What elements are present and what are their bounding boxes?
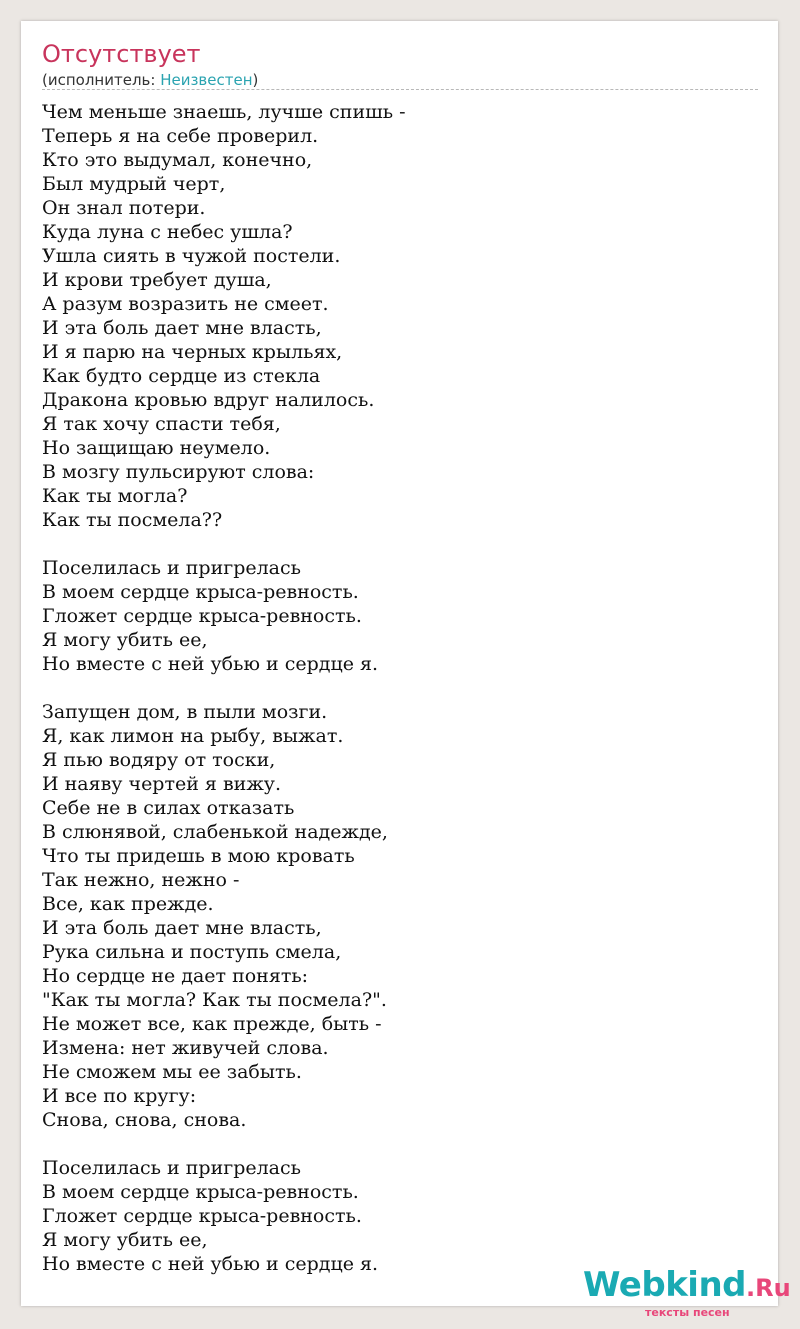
lyrics-line	[42, 532, 406, 556]
logo-domain-suffix: .Ru	[746, 1274, 791, 1302]
webkind-logo[interactable]	[583, 1265, 791, 1319]
lyrics-line: И я парю на черных крыльях,	[42, 341, 343, 363]
lyrics-line: Я, как лимон на рыбу, выжат.	[42, 725, 344, 747]
lyrics-line: Как ты могла?	[42, 485, 188, 507]
lyrics-line: Поселилась и пригрелась	[42, 1157, 301, 1179]
lyrics-line: Себе не в силах отказать	[42, 797, 295, 819]
artist-suffix: )	[252, 71, 259, 89]
lyrics-line: А разум возразить не смеет.	[42, 293, 329, 315]
song-title: Отсутствует	[42, 40, 201, 68]
lyrics-line: Но вместе с ней убью и сердце я.	[42, 1253, 379, 1275]
lyrics-line: Был мудрый черт,	[42, 173, 226, 195]
lyrics-line: Куда луна с небес ушла?	[42, 221, 293, 243]
lyrics-line: И наяву чертей я вижу.	[42, 773, 282, 795]
lyrics-line: Кто это выдумал, конечно,	[42, 149, 313, 171]
title-divider	[42, 89, 758, 90]
lyrics-line: В мозгу пульсируют слова:	[42, 461, 315, 483]
lyrics-line	[42, 676, 406, 700]
lyrics-text	[42, 100, 406, 1276]
lyrics-line: Что ты придешь в мою кровать	[42, 845, 355, 867]
lyrics-line: Он знал потери.	[42, 197, 206, 219]
lyrics-line: Запущен дом, в пыли мозги.	[42, 701, 328, 723]
lyrics-line: Как будто сердце из стекла	[42, 365, 321, 387]
lyrics-line: Измена: нет живучей слова.	[42, 1037, 329, 1059]
lyrics-line	[42, 1132, 406, 1156]
lyrics-line: Я могу убить ее,	[42, 629, 208, 651]
lyrics-line: И эта боль дает мне власть,	[42, 917, 322, 939]
lyrics-card	[21, 21, 791, 1319]
lyrics-line: Я так хочу спасти тебя,	[42, 413, 281, 435]
lyrics-line: Так нежно, нежно -	[42, 869, 240, 891]
lyrics-line: В слюнявой, слабенькой надежде,	[42, 821, 388, 843]
lyrics-line: Но защищаю неумело.	[42, 437, 271, 459]
logo-main-text: Webkind	[583, 1265, 746, 1305]
artist-link[interactable]: Неизвестен	[160, 71, 253, 89]
lyrics-line: Чем меньше знаешь, лучше спишь -	[42, 101, 406, 123]
lyrics-line: Гложет сердце крыса-ревность.	[42, 1205, 362, 1227]
lyrics-line: Рука сильна и поступь смела,	[42, 941, 342, 963]
lyrics-line: Не сможем мы ее забыть.	[42, 1061, 302, 1083]
lyrics-line: Не может все, как прежде, быть -	[42, 1013, 382, 1035]
lyrics-line: Все, как прежде.	[42, 893, 214, 915]
lyrics-line: И эта боль дает мне власть,	[42, 317, 322, 339]
lyrics-line: Я могу убить ее,	[42, 1229, 208, 1251]
lyrics-line: Гложет сердце крыса-ревность.	[42, 605, 362, 627]
lyrics-line: Поселилась и пригрелась	[42, 557, 301, 579]
lyrics-line: И крови требует душа,	[42, 269, 272, 291]
artist-prefix: (исполнитель:	[42, 71, 161, 89]
lyrics-line: Но сердце не дает понять:	[42, 965, 309, 987]
lyrics-line: Как ты посмела??	[42, 509, 223, 531]
lyrics-line: В моем сердце крыса-ревность.	[42, 1181, 359, 1203]
lyrics-line: Ушла сиять в чужой постели.	[42, 245, 341, 267]
lyrics-line: Дракона кровью вдруг налилось.	[42, 389, 375, 411]
lyrics-line: В моем сердце крыса-ревность.	[42, 581, 359, 603]
logo-tagline: тексты песен	[645, 1306, 730, 1319]
lyrics-line: И все по кругу:	[42, 1085, 197, 1107]
lyrics-line: Теперь я на себе проверил.	[42, 125, 319, 147]
lyrics-line: Снова, снова, снова.	[42, 1109, 247, 1131]
lyrics-line: "Как ты могла? Как ты посмела?".	[42, 989, 387, 1011]
lyrics-line: Я пью водяру от тоски,	[42, 749, 276, 771]
artist-line	[42, 71, 258, 89]
lyrics-line: Но вместе с ней убью и сердце я.	[42, 653, 379, 675]
